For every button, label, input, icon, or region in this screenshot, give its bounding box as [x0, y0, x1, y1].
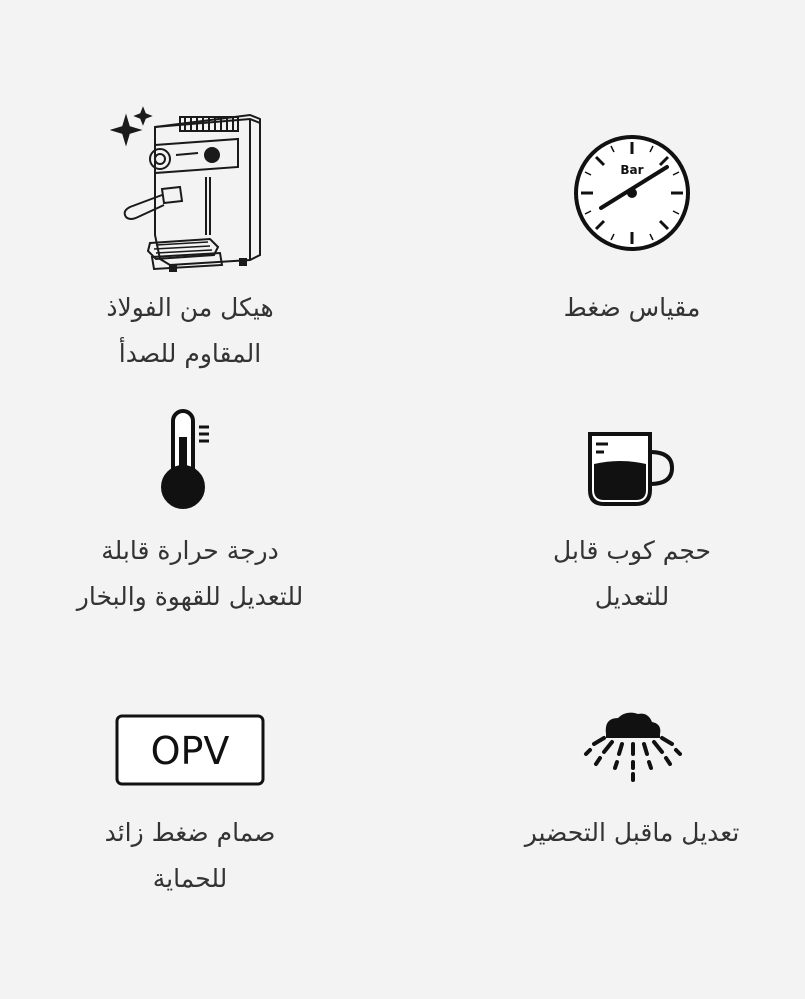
pressure-gauge-icon: [571, 132, 693, 254]
shower-head-icon: [582, 710, 682, 784]
gauge-text: Bar: [620, 163, 644, 177]
feature-label: هيكل من الفولاذ المقاوم للصدأ: [106, 293, 274, 368]
thermometer-icon: [155, 407, 225, 511]
feature-label: حجم كوب قابل للتعديل: [553, 536, 711, 611]
coffee-cup-icon: [586, 430, 678, 510]
feature-label: درجة حرارة قابلة للتعديل للقهوة والبخار: [76, 536, 304, 611]
opv-valve-icon: [115, 714, 265, 786]
feature-label: صمام ضغط زائد للحماية: [104, 818, 276, 893]
feature-label: تعديل ماقبل التحضير: [524, 818, 740, 847]
feature-label: مقياس ضغط: [563, 293, 701, 322]
espresso-machine-icon: [110, 105, 270, 275]
opv-badge-text: OPV: [150, 729, 230, 773]
